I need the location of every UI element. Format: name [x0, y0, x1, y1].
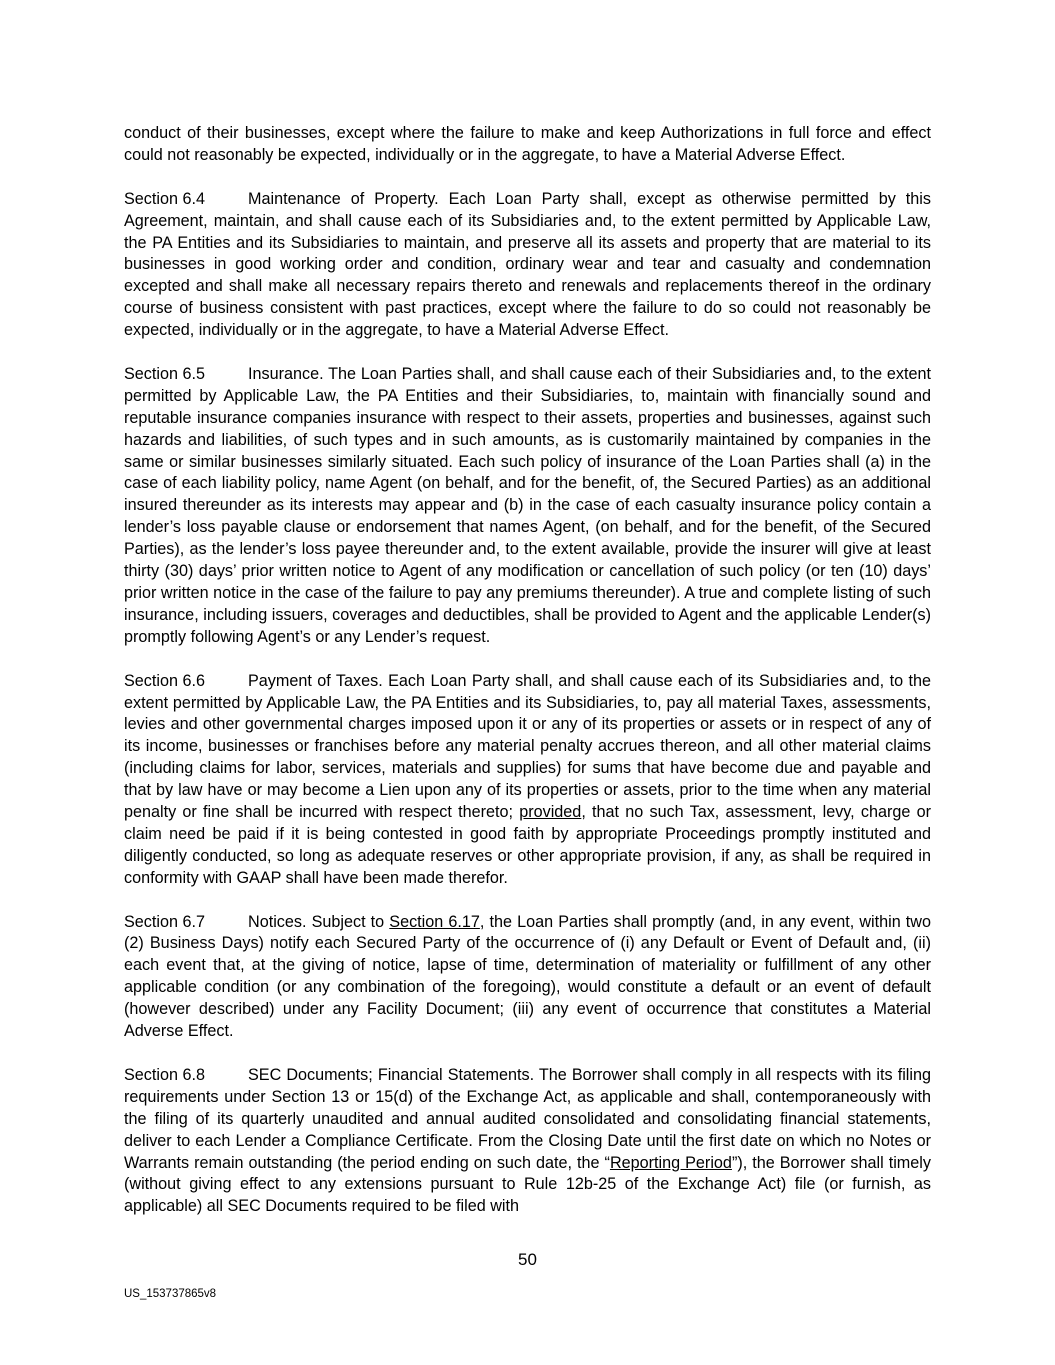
section-title: Notices.: [248, 912, 307, 931]
document-id: US_153737865v8: [124, 1288, 217, 1300]
section-text: The Loan Parties shall, and shall cause each of their Subsidiaries and, to the extent permitted by Applicable Law, the PA Entities and their Subsidiaries, to, maintain with financially sound and reputable insurance companies insurance with respect to their assets, properties and businesses, against such hazards and liabilities, of such types and in such amounts, as is customarily maintained by companies in the same or similar businesses similarly situated. Each such policy of insurance of the Loan Parties shall (a) in the case of each liability policy, name Agent (on behalf, and for the benefit, of, the Secured Parties) as an additional insured thereunder as its interests may appear and (b) in the case of each casualty insurance policy contain a lender’s loss payable clause or endorsement that names Agent, (on behalf, and for the benefit, of the Secured Parties), as the lender’s loss payee thereunder and, to the extent available, provide the insurer will give at least thirty (30) days’ prior written notice to Agent of any modification or cancellation of such policy (or ten (10) days’ prior written notice in the case of the failure to pay any premiums thereunder). A true and complete listing of such insurance, including issuers, coverages and deductibles, shall be provided to Agent and the applicable Lender(s) promptly following Agent’s or any Lender’s request.: [124, 364, 931, 646]
section-text: Subject to: [306, 912, 390, 931]
section-6-6: [124, 671, 931, 890]
section-6-8: [124, 1065, 931, 1218]
section-number: Section 6.4: [124, 189, 205, 208]
section-number: Section 6.5: [124, 364, 205, 383]
section-title: SEC Documents; Financial Statements.: [248, 1065, 535, 1084]
continuation-paragraph: conduct of their businesses, except where the failure to make and keep Authorizations in full force and effect could not reasonably be expected, individually or in the aggregate, to have a Material Adverse Effect.: [124, 124, 931, 164]
section-number: Section 6.6: [124, 671, 205, 690]
section-text-continued: , the Loan Parties shall promptly (and, in any event, within two (2) Business Days) notify each Secured Party of the occurrence of (i) any Default or Event of Default and, (ii) each event that, at the giving of notice, lapse of time, determination of materiality or fulfillment of any other applicable condition (or any combination of the foregoing), would constitute a default or an event of default (however described) under any Facility Document; (iii) any event of occurrence that constitutes a Material Adverse Effect.: [124, 912, 931, 1041]
section-title: Maintenance of Property.: [248, 189, 439, 208]
document-body: [124, 123, 931, 1240]
section-text-continued: ”), the Borrower shall timely (without giving effect to any extensions pursuant to Rule 12b-25 of the Exchange Act) file (or furnish, as applicable) all SEC Documents required to be filed with: [124, 1153, 931, 1216]
section-6-4: [124, 189, 931, 342]
page-number: 50: [518, 1250, 537, 1269]
section-text: The Borrower shall comply in all respects with its filing requirements under Section 13 or 15(d) of the Exchange Act, as applicable and shall, contemporaneously with the filing of its quarterly unaudited and annual audited consolidated and consolidating financial statements, deliver to each Lender a Compliance Certificate. From the Closing Date until the first date on which no Notes or Warrants remain outstanding (the period ending on such date, the “: [124, 1065, 932, 1172]
section-title: Payment of Taxes.: [248, 671, 383, 690]
section-text-continued: , that no such Tax, assessment, levy, charge or claim need be paid if it is being contested in good faith by appropriate Proceedings promptly instituted and diligently conducted, so long as adequate reserves or other appropriate provision, if any, as shall be required in conformity with GAAP shall have been made therefor.: [124, 803, 932, 887]
section-text: Each Loan Party shall, and shall cause each of its Subsidiaries and, to the extent permitted by Applicable Law, the PA Entities and its Subsidiaries, to, pay all material Taxes, assessments, levies and other governmental charges imposed upon it or any of its properties or assets or in respect of any of its income, businesses or franchises before any material penalty accrues thereon, and all other material claims (including claims for labor, services, materials and supplies) for sums that have become due and payable and that by law have or may become a Lien upon any of its properties or assets, prior to the time when any material penalty or fine shall be incurred with respect thereto;: [124, 671, 931, 822]
section-6-7: [124, 912, 931, 1043]
section-cross-reference-link[interactable]: Section 6.17: [389, 912, 480, 931]
defined-term-provided: provided: [519, 803, 582, 822]
section-title: Insurance.: [248, 364, 324, 383]
section-number: Section 6.8: [124, 1065, 205, 1084]
section-6-5: [124, 364, 931, 649]
section-number: Section 6.7: [124, 912, 205, 931]
section-text: Each Loan Party shall, except as otherwise permitted by this Agreement, maintain, and shall cause each of its Subsidiaries and, to the extent permitted by Applicable Law, the PA Entities and its Subsidiaries to maintain, and preserve all its assets and property that are material to its businesses in good working order and condition, ordinary wear and tear and casualty and condemnation excepted and shall make all necessary repairs thereto and renewals and replacements thereof in the ordinary course of business consistent with past practices, except where the failure to do so could not reasonably be expected, individually or in the aggregate, to have a Material Adverse Effect.: [124, 189, 931, 340]
defined-term-reporting-period: Reporting Period: [609, 1153, 732, 1172]
